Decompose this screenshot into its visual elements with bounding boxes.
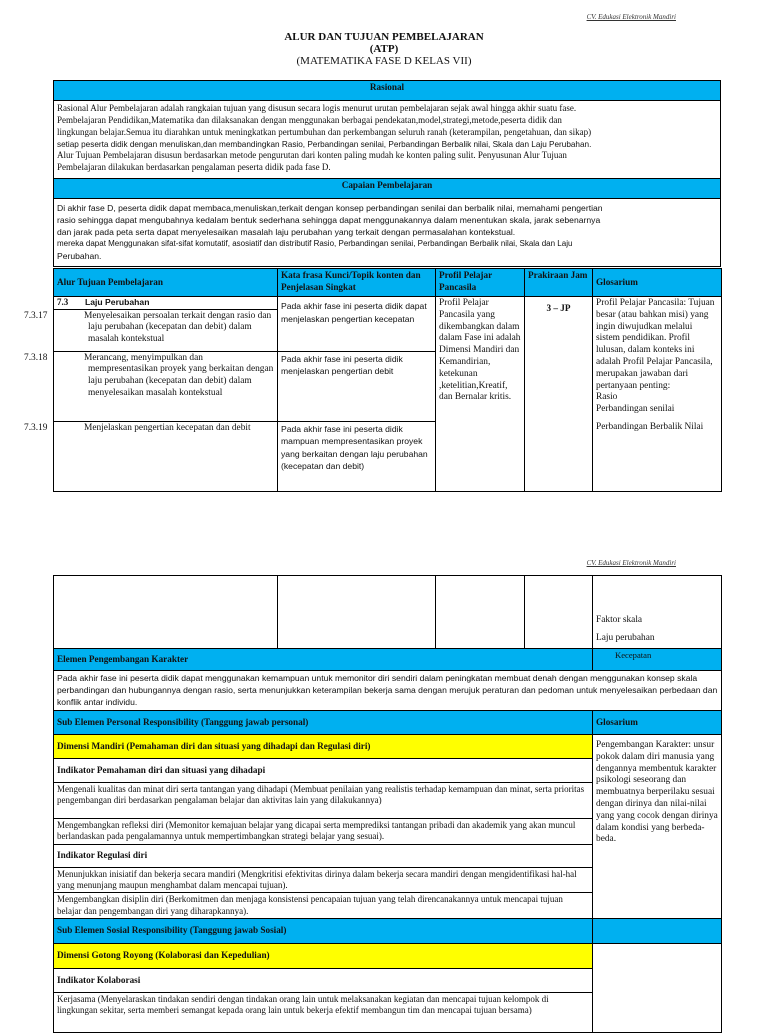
- glosarium-term: Rasio: [596, 392, 618, 403]
- section-heading: [54, 297, 278, 310]
- karakter-table: [53, 648, 722, 1033]
- rasional-line: Pembelajaran Pendidikan,Matematika dan dilaksanakan dengan menggunakan berbagai pendekatan,model,strategi,metode,peserta didik dan: [57, 114, 562, 125]
- glosarium-term: Laju perubahan: [596, 633, 655, 643]
- title-line-2: (ATP): [369, 43, 399, 55]
- capaian-header: Capaian Pembelajaran: [54, 179, 721, 199]
- pemahaman-item: Mengembangkan refleksi diri (Memonitor kemajuan belajar yang dicapai serta memprediksi tantangan pribadi dan akademik yang akan muncul berlandaskan pada pengalamannya untuk mempertimbangkan strategi belajar yang sesuai).: [54, 819, 593, 845]
- glosarium-cont-cell: [593, 576, 722, 649]
- alur-row-number: 7.3.18: [24, 352, 48, 363]
- kata-cell-1: Pada akhir fase ini peserta didik dapat menjelaskan pengertian kecepatan: [278, 297, 436, 352]
- glosarium-term: Faktor skala: [596, 615, 643, 625]
- empty-cell: [436, 576, 525, 649]
- col-header-glosarium: Glosarium: [593, 269, 722, 297]
- publisher-credit-page-2: CV. Edukasi Elektronik Mandiri: [586, 559, 676, 567]
- alur-row-text: Menyelesaikan persoalan terkait dengan rasio dan laju perubahan (kecepatan dan debit) dalam masalah kontekstual: [84, 310, 272, 345]
- glosarium-blue-cell: [593, 918, 722, 943]
- alur-row-3: [24, 421, 278, 491]
- alur-row-text: Menjelaskan pengertian kecepatan dan debit: [84, 422, 251, 433]
- glosarium-term: Perbandingan senilai: [596, 404, 675, 415]
- pemahaman-item: Mengenali kualitas dan minat diri serta tantangan yang dihadapi (Membuat penilaian yang realistis terhadap kemampuan dan minat, serta prioritas pengembangan diri berdasarkan pengalaman belajar dan aktivitas lain yang dilakukannya): [54, 783, 593, 819]
- dimensi-gotong-royong: Dimensi Gotong Royong (Kolaborasi dan Kepedulian): [54, 943, 593, 968]
- indikator-pemahaman: Indikator Pemahaman diri dan situasi yang dihadapi: [54, 759, 593, 783]
- rasional-line: lingkungan belajar.Semua itu diarahkan untuk meningkatkan pertumbuhan dan perkembangan seluruh ranah (keterampilan, pengetahuan, dan sikap): [57, 126, 592, 137]
- rasional-body: [54, 101, 721, 179]
- indikator-kolaborasi: Indikator Kolaborasi: [54, 968, 593, 992]
- alur-row-1: [24, 309, 278, 351]
- elemen-header: Elemen Pengembangan Karakter: [54, 649, 593, 671]
- title-line-3: (MATEMATIKA FASE D KELAS VII): [296, 55, 472, 67]
- section-title: Laju Perubahan: [85, 297, 150, 307]
- glosarium-cell: [593, 297, 722, 492]
- section-number: 7.3: [57, 297, 69, 307]
- jam-cell: 3 – JP: [525, 297, 593, 492]
- col-header-prakiraan: Prakiraan Jam: [525, 269, 593, 297]
- empty-cell: [278, 576, 436, 649]
- regulasi-item: Mengembangkan disiplin diri (Berkomitmen dan menjaga konsistensi pencapaian tujuan yang telah direncanakannya untuk mencapai tujuan belajar dan pengembangan diri yang diharapkannya).: [54, 893, 593, 918]
- glosarium-empty-cell: [593, 943, 722, 1032]
- col-header-profil: Profil Pelajar Pancasila: [436, 269, 525, 297]
- profil-cell: Profil Pelajar Pancasila yang dikembangkan dalam dalam Fase ini adalah Dimensi Mandiri dan Kemandirian, ketekunan ,ketelitian,Kreatif, dan Bernalar kritis.: [436, 297, 525, 492]
- sub-sosial-header: Sub Elemen Sosial Responsibility (Tanggung jawab Sosial): [54, 918, 593, 943]
- alur-row-2: [24, 351, 278, 421]
- rasional-line: Pembelajaran dilakukan berdasarkan pengalaman peserta didik pada fase D.: [57, 162, 331, 173]
- capaian-line: mereka dapat Menggunakan sifat-sifat komutatif, asosiatif dan distributif Rasio, Perbandingan senilai, Perbandingan Berbalik nilai, Skala dan Laju: [57, 239, 573, 248]
- capaian-line: Perubahan.: [57, 251, 102, 261]
- publisher-credit: CV. Edukasi Elektronik Mandiri: [586, 13, 676, 21]
- capaian-line: rasio sehingga dapat mengubahnya kedalam bentuk sederhana sehingga dapat menggunakannya dalam menentukan skala, jarak sebenarnya: [57, 215, 601, 225]
- elemen-body: Pada akhir fase ini peserta didik dapat menggunakan kemampuan untuk memonitor diri sendiri dalam peningkatan membuat denah dengan menggunakan konsep skala perbandingan dan hubungannya dengan rasio, serta menunjukkan keterampilan bekerja sama dengan merujuk peraturan dan pedoman untuk menyelesaikan perbedaan dan konflik antar individu.: [54, 671, 722, 711]
- rasional-capaian-table: [53, 80, 721, 267]
- sub-personal-header: Sub Elemen Personal Responsibility (Tanggung jawab personal): [54, 711, 593, 735]
- rasional-header: Rasional: [54, 81, 721, 101]
- regulasi-item: Menunjukkan inisiatif dan bekerja secara mandiri (Mengkritisi efektivitas dirinya dalam bekerja secara mandiri dengan mengidentifikasi hal-hal yang menunjang maupun menghambat dalam mencapai tujuan).: [54, 868, 593, 893]
- alur-row-text: Merancang, menyimpulkan dan mempresentasikan proyek yang berkaitan dengan laju perubahan (kecepatan dan debit) dalam menyelesaikan masalah kontekstual: [84, 352, 274, 398]
- alur-row-number: 7.3.19: [24, 422, 48, 433]
- page-title: [0, 31, 768, 67]
- kolaborasi-item: Kerjasama (Menyelaraskan tindakan sendiri dengan tindakan orang lain untuk melaksanakan kegiatan dan mencapai tujuan kelompok di lingkungan sekitar, serta memberi semangat kepada orang lain untuk bekerja efektif membangun tim dan mencapai tujuan bersama): [54, 992, 593, 1032]
- alur-table: [24, 268, 722, 492]
- alur-row-number: 7.3.17: [24, 310, 48, 321]
- col-header-alur: Alur Tujuan Pembelajaran: [54, 269, 278, 297]
- rasional-line: Rasional Alur Pembelajaran adalah rangkaian tujuan yang disusun secara logis menurut urutan pembelajaran sejak awal hingga akhir suatu fase.: [57, 103, 577, 113]
- capaian-body: [54, 199, 721, 267]
- dimensi-mandiri: Dimensi Mandiri (Pemahaman diri dan situasi yang dihadapi dan Regulasi diri): [54, 735, 593, 759]
- title-line-1: ALUR DAN TUJUAN PEMBELAJARAN: [284, 31, 484, 43]
- glosarium-pengembangan: Pengembangan Karakter: unsur pokok dalam diri manusia yang dengannya membentuk karakter psikologi seseorang dan membuatnya berperilaku sesuai dengan dirinya dan nilai-nilai yang yang cocok dengan dirinya dalam kondisi yang berbeda-beda.: [593, 735, 722, 919]
- capaian-line: Di akhir fase D, peserta didik dapat membaca,menuliskan,terkait dengan konsep perbandingan senilai dan berbalik nilai, memahami pengertian: [57, 203, 603, 213]
- glosarium-intro: Profil Pelajar Pancasila: Tujuan besar (atau bahkan misi) yang ingin diwujudkan melalui sistem pendidikan. Profil lulusan, dalam konteks ini adalah Profil Pelajar Pancasila, merupakan jawaban dari pertanyaan penting:: [596, 298, 715, 391]
- continuation-table: [53, 575, 722, 649]
- kata-cell-2: Pada akhir fase ini peserta didik menjelaskan pengertian debit: [278, 351, 436, 421]
- rasional-line: setiap peserta didik dengan menuliskan,dan membandingkan Rasio, Perbandingan senilai, Perbandingan Berbalik nilai, Skala dan Laju Perubahan.: [57, 139, 592, 149]
- rasional-line: Alur Tujuan Pembelajaran disusun berdasarkan metode pengurutan dari konten paling mudah ke konten paling sulit. Penyusunan Alur Tujuan: [57, 150, 567, 161]
- glosarium-term-kecepatan: Kecepatan: [593, 649, 722, 671]
- indikator-regulasi: Indikator Regulasi diri: [54, 845, 593, 868]
- kata-cell-3: Pada akhir fase ini peserta didik mampuan mempresentasikan proyek yang berkaitan dengan laju perubahan (kecepatan dan debit): [278, 421, 436, 491]
- glosarium-term: Perbandingan Berbalik Nilai: [596, 421, 704, 432]
- col-header-kata: Kata frasa Kunci/Topik konten dan Penjelasan Singkat: [278, 269, 436, 297]
- empty-cell: [54, 576, 278, 649]
- glosarium-header: Glosarium: [593, 711, 722, 735]
- empty-cell: [525, 576, 593, 649]
- capaian-line: dan jarak pada peta serta dapat menyelesaikan masalah laju perubahan yang terkait dengan permasalahan kontekstual.: [57, 227, 516, 237]
